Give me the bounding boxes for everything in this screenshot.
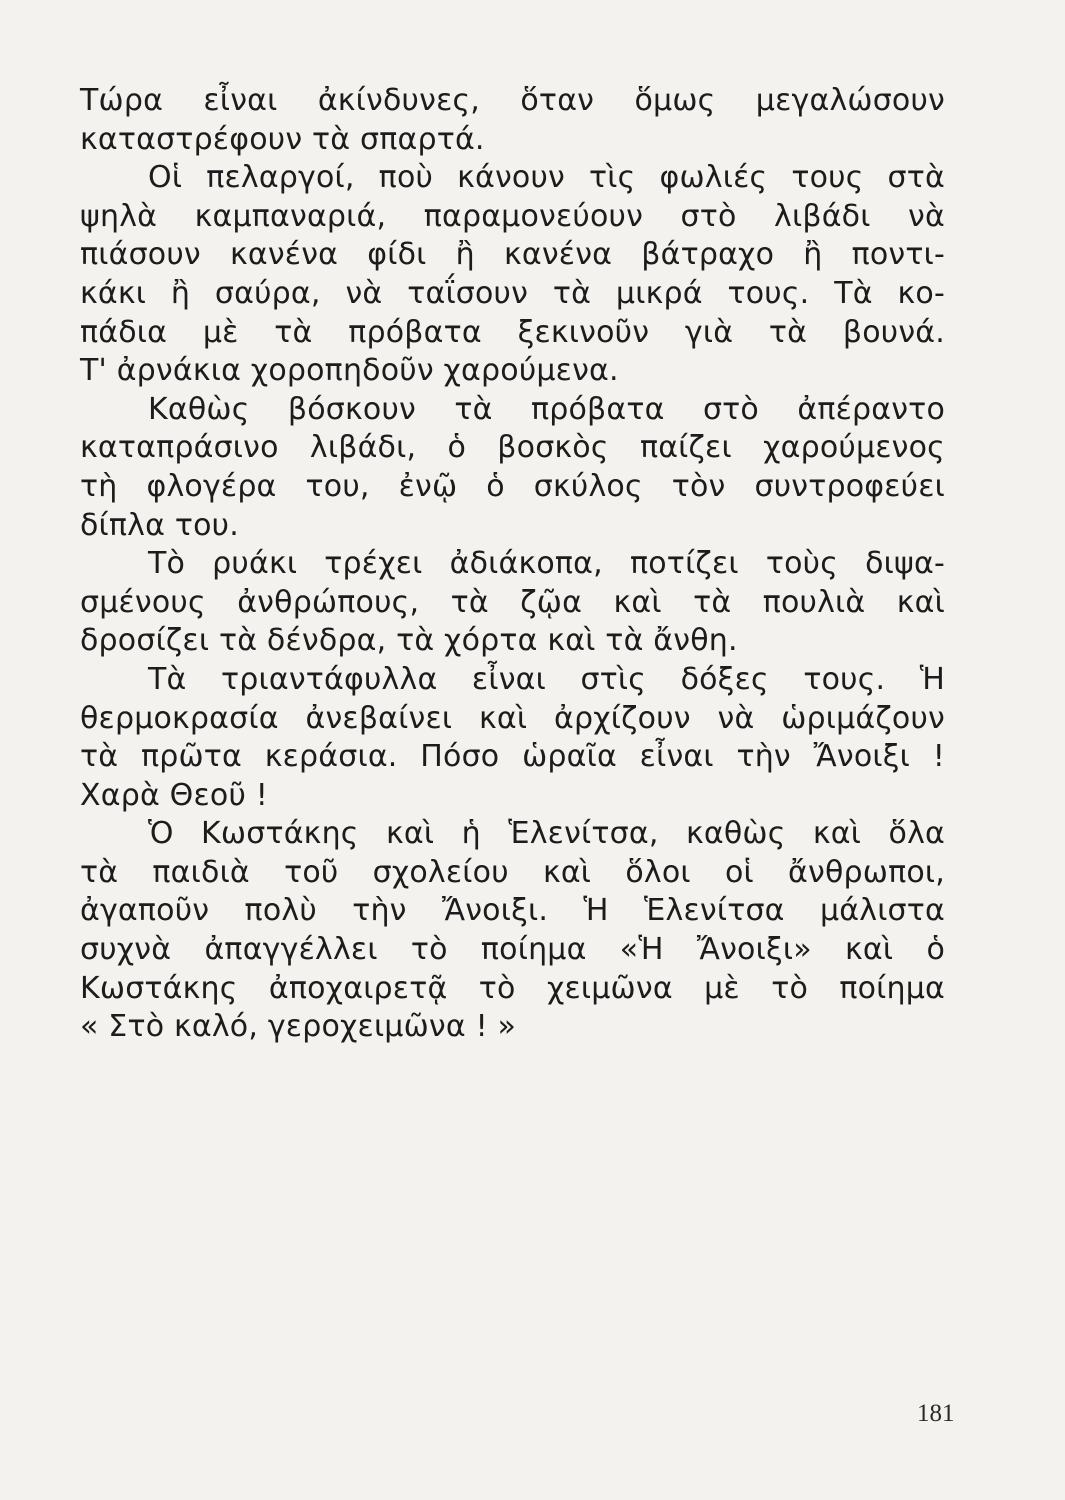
- text-line: Οἱ πελαργοί, ποὺ κάνουν τὶς φωλιές τους στὰ: [148, 160, 945, 196]
- body-text: [80, 82, 945, 1047]
- text-line: Τὸ ρυάκι τρέχει ἀδιάκοπα, ποτίζει τοὺς διψα-: [148, 546, 945, 582]
- text-line: Κωστάκης ἀποχαιρετᾷ τὸ χειμῶνα μὲ τὸ ποίημα: [80, 970, 945, 1006]
- text-line: ἀγαποῦν πολὺ τὴν Ἄνοιξι. Ἡ Ἑλενίτσα μάλιστα: [80, 893, 945, 929]
- text-line: καταστρέφουν τὰ σπαρτά.: [80, 121, 485, 157]
- text-line: πάδια μὲ τὰ πρόβατα ξεκινοῦν γιὰ τὰ βουνά.: [80, 314, 945, 350]
- text-line: θερμοκρασία ἀνεβαίνει καὶ ἀρχίζουν νὰ ὡριμάζουν: [80, 700, 945, 736]
- text-line: συχνὰ ἀπαγγέλλει τὸ ποίημα «Ἡ Ἄνοιξι» καὶ ὁ: [80, 932, 945, 968]
- text-line: τὴ φλογέρα του, ἐνῷ ὁ σκύλος τὸν συντροφεύει: [80, 468, 945, 504]
- text-line: Ὁ Κωστάκης καὶ ἡ Ἑλενίτσα, καθὼς καὶ ὅλα: [148, 816, 945, 852]
- text-line: κάκι ἢ σαύρα, νὰ ταΐσουν τὰ μικρά τους. Τὰ κο-: [80, 275, 945, 311]
- text-line: ψηλὰ καμπαναριά, παραμονεύουν στὸ λιβάδι νὰ: [80, 198, 945, 234]
- text-line: Τ' ἀρνάκια χοροπηδοῦν χαρούμενα.: [80, 353, 619, 389]
- text-line: Τὰ τριαντάφυλλα εἶναι στὶς δόξες τους. Ἡ: [148, 661, 945, 697]
- text-line: πιάσουν κανένα φίδι ἢ κανένα βάτραχο ἢ ποντι-: [80, 237, 945, 273]
- text-line: Χαρὰ Θεοῦ !: [80, 777, 268, 813]
- text-line: Καθὼς βόσκουν τὰ πρόβατα στὸ ἀπέραντο: [148, 391, 945, 427]
- text-line: δροσίζει τὰ δένδρα, τὰ χόρτα καὶ τὰ ἄνθη.: [80, 623, 738, 659]
- text-line: τὰ παιδιὰ τοῦ σχολείου καὶ ὅλοι οἱ ἄνθρωποι,: [80, 854, 945, 890]
- page-number: 181: [917, 1400, 955, 1427]
- text-line: καταπράσινο λιβάδι, ὁ βοσκὸς παίζει χαρούμενος: [80, 430, 945, 466]
- text-line: Τώρα εἶναι ἀκίνδυνες, ὅταν ὅμως μεγαλώσουν: [80, 83, 945, 118]
- text-line: σμένους ἀνθρώπους, τὰ ζῷα καὶ τὰ πουλιὰ καὶ: [80, 584, 945, 620]
- text-line: τὰ πρῶτα κεράσια. Πόσο ὡραῖα εἶναι τὴν Ἄνοιξι !: [80, 739, 945, 775]
- text-line: « Στὸ καλό, γεροχειμῶνα ! »: [80, 1009, 517, 1045]
- text-line: δίπλα του.: [80, 507, 239, 543]
